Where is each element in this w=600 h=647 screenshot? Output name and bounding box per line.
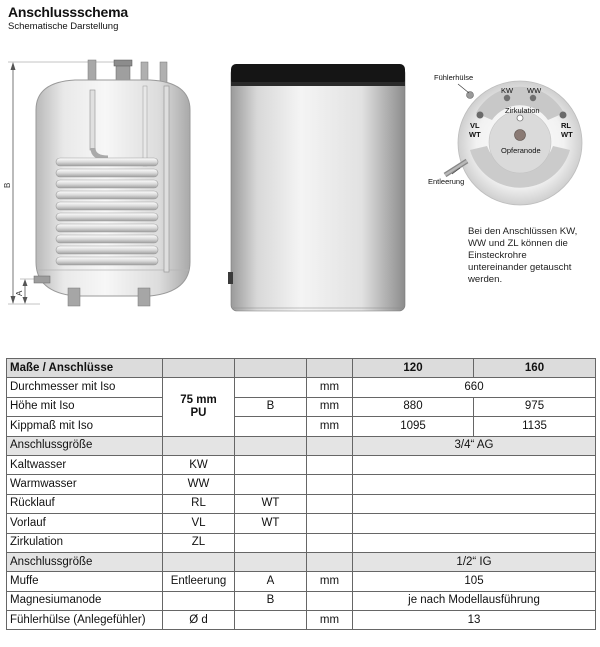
row-unit: mm [307,417,353,436]
table-row [7,397,596,416]
row-label: Rücklauf [7,494,163,513]
row-code: KW [163,455,235,474]
row-ref: B [235,591,307,610]
row-value: 105 [353,572,596,591]
page-subtitle: Schematische Darstellung [8,21,119,32]
coil-turn [56,191,158,199]
row-unit: mm [307,572,353,591]
table-row [7,591,596,610]
label-vl-wt: WT [469,130,481,139]
connection-note: Bei den Anschlüssen KW, WW und ZL können die Einsteckrohre untereinander getauscht werden. [468,226,578,285]
row-value: 13 [353,611,596,630]
table-header-row [7,359,596,378]
table-row [7,494,596,513]
row-value-160: 1135 [474,417,596,436]
coil-turn [56,257,158,265]
tank-top-view [428,73,582,205]
row-label: Kaltwasser [7,455,163,474]
table-row [7,514,596,533]
row-label: Höhe mit Iso [7,397,163,416]
row-label: Anschlussgröße [7,552,163,571]
coil-turn [56,246,158,254]
row-unit: mm [307,378,353,397]
row-label: Warmwasser [7,475,163,494]
row-code: Entleerung [163,572,235,591]
table-row [7,533,596,552]
table-section-row [7,436,596,455]
row-value: 3/4“ AG [353,436,596,455]
label-zirkulation: Zirkulation [505,106,540,115]
row-value-120: 1095 [353,417,474,436]
page-title: Anschlussschema [8,4,128,20]
coil-turn [56,180,158,188]
row-unit: mm [307,611,353,630]
row-ref: B [235,397,307,416]
row-code: VL [163,514,235,533]
row-value: 1/2“ IG [353,552,596,571]
coil-turn [56,202,158,210]
row-ref: A [235,572,307,591]
label-rl-wt: WT [561,130,573,139]
table-row [7,611,596,630]
row-wt: WT [235,494,307,513]
iso-thickness: 75 mm [180,393,217,406]
header-model-120: 120 [353,359,474,378]
header-label: Maße / Anschlüsse [7,359,163,378]
coil-turn [56,224,158,232]
coil-turn [56,235,158,243]
row-label: Muffe [7,572,163,591]
coil-turn [56,169,158,177]
row-label: Zirkulation [7,533,163,552]
header-model-160: 160 [474,359,596,378]
row-label: Kippmaß mit Iso [7,417,163,436]
row-label: Fühlerhülse (Anlegefühler) [7,611,163,630]
label-entleerung: Entleerung [428,177,465,186]
tank-exterior-drawing [228,64,405,311]
table-row [7,378,596,397]
dimension-b-label: B [3,182,12,188]
table-row [7,572,596,591]
table-row [7,475,596,494]
row-code: RL [163,494,235,513]
row-value-160: 975 [474,397,596,416]
row-label: Anschlussgröße [7,436,163,455]
label-vl: VL [470,121,480,130]
label-rl: RL [561,121,571,130]
row-value-120: 880 [353,397,474,416]
label-ww: WW [527,86,542,95]
tank-section-drawing [3,60,190,306]
label-fuehlerhuelse: Fühlerhülse [434,73,474,82]
table-row [7,455,596,474]
row-value: je nach Modellausführung [353,591,596,610]
row-label: Magnesiumanode [7,591,163,610]
row-label: Durchmesser mit Iso [7,378,163,397]
row-unit: mm [307,397,353,416]
dimension-a-label: A [15,290,24,296]
iso-note-cell [163,378,235,436]
label-kw: KW [501,86,514,95]
row-value: 660 [353,378,596,397]
table-row [7,417,596,436]
label-opferanode: Opferanode [501,146,541,155]
table-section-row [7,552,596,571]
dimensions-table [6,358,596,630]
row-label: Vorlauf [7,514,163,533]
row-wt: WT [235,514,307,533]
row-code: WW [163,475,235,494]
coil-turn [56,213,158,221]
coil-turn [56,158,158,166]
row-code: Ø d [163,611,235,630]
iso-material: PU [190,406,207,419]
row-code: ZL [163,533,235,552]
